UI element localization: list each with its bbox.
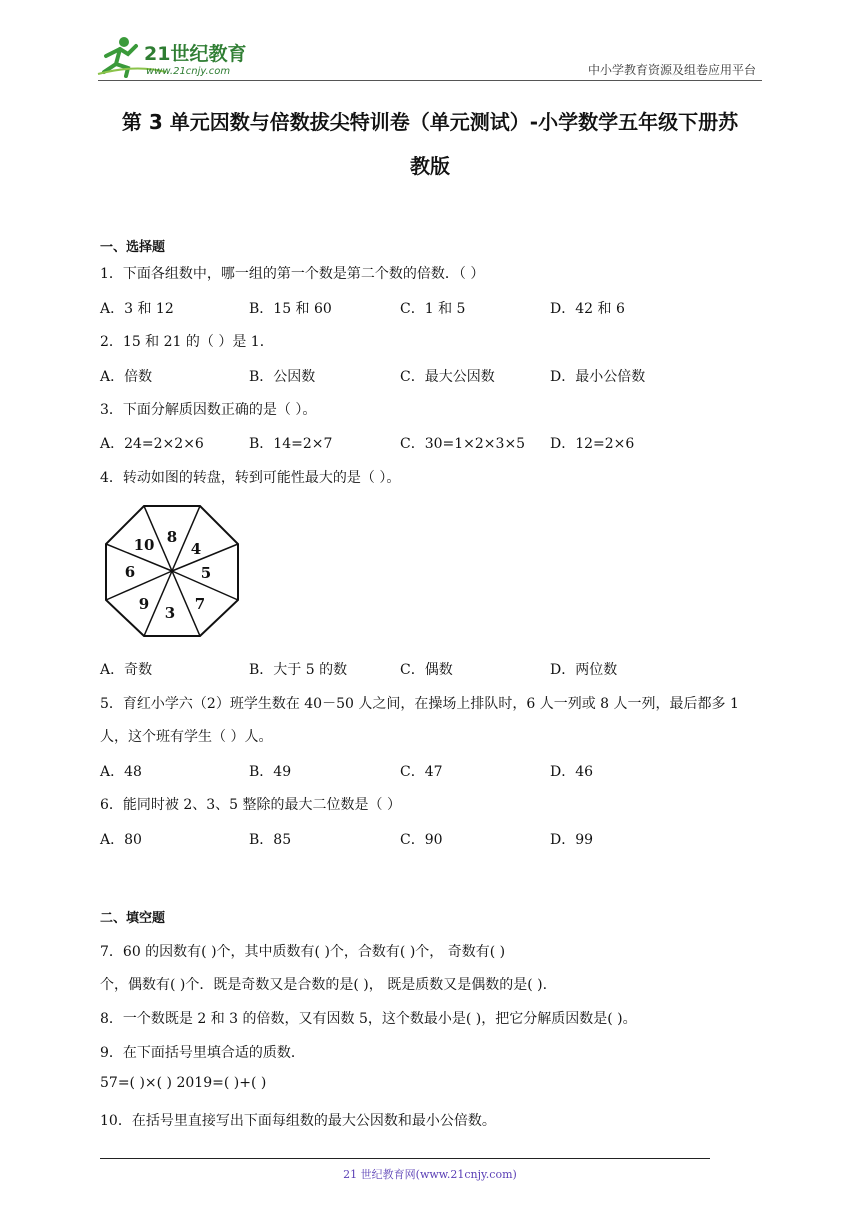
header-divider [98, 80, 762, 81]
question-3: 3．下面分解质因数正确的是（ ）。 [100, 402, 317, 418]
q4-option-c: C．偶数 [400, 662, 453, 678]
question-9-equations: 57=( )×( ) 2019=( )+( ) [100, 1075, 267, 1091]
q3-option-a: A．24=2×2×6 [100, 436, 204, 452]
q2-option-d: D．最小公倍数 [550, 369, 646, 385]
question-6: 6．能同时被 2、3、5 整除的最大二位数是（ ） [100, 797, 401, 813]
section-heading-choice: 一、选择题 [100, 240, 166, 255]
question-5-line2: 人，这个班有学生（ ）人。 [100, 729, 273, 745]
logo-text: 21世纪教育 [144, 43, 247, 65]
site-logo [96, 34, 256, 78]
q3-option-b: B．14=2×7 [249, 436, 333, 452]
section-heading-fill: 二、填空题 [100, 911, 166, 926]
q1-option-c: C．1 和 5 [400, 301, 466, 317]
question-4: 4．转动如图的转盘，转到可能性最大的是（ ）。 [100, 470, 401, 486]
question-10: 10．在括号里直接写出下面每组数的最大公因数和最小公倍数。 [100, 1113, 496, 1129]
q3-option-c: C．30=1×2×3×5 [400, 436, 526, 452]
q3-option-d: D．12=2×6 [550, 436, 635, 452]
q4-option-a: A．奇数 [100, 662, 153, 678]
q5-option-a: A．48 [100, 764, 142, 780]
question-1: 1．下面各组数中，哪一组的第一个数是第二个数的倍数．（ ） [100, 266, 485, 282]
q5-option-c: C．47 [400, 764, 443, 780]
question-8: 8．一个数既是 2 和 3 的倍数，又有因数 5，这个数最小是( )，把它分解质因数是( )。 [100, 1011, 637, 1027]
wheel-number: 9 [138, 595, 150, 613]
q2-option-c: C．最大公因数 [400, 369, 495, 385]
q1-option-d: D．42 和 6 [550, 301, 625, 317]
question-2: 2．15 和 21 的（ ）是 1． [100, 334, 274, 350]
q4-option-b: B．大于 5 的数 [249, 662, 348, 678]
q6-option-a: A．80 [100, 832, 142, 848]
logo-url: www.21cnjy.com [146, 66, 231, 77]
q2-option-b: B．公因数 [249, 369, 316, 385]
q5-option-b: B．49 [249, 764, 292, 780]
q1-option-a: A．3 和 12 [100, 301, 174, 317]
q4-option-d: D．两位数 [550, 662, 618, 678]
q1-option-b: B．15 和 60 [249, 301, 332, 317]
question-7-line1: 7．60 的因数有( )个，其中质数有( )个，合数有( )个， 奇数有( ) [100, 944, 506, 960]
q6-option-b: B．85 [249, 832, 292, 848]
q2-option-a: A．倍数 [100, 369, 153, 385]
q6-option-c: C．90 [400, 832, 443, 848]
footer-site-link[interactable]: 21 世纪教育网(www.21cnjy.com) [343, 1168, 517, 1181]
question-5-line1: 5．育红小学六（2）班学生数在 40－50 人之间，在操场上排队时，6 人一列或 8 人一列，最后都多 1 [100, 696, 739, 712]
question-9: 9．在下面括号里填合适的质数． [100, 1045, 305, 1061]
wheel-number: 8 [166, 528, 178, 546]
wheel-number: 5 [200, 564, 212, 582]
wheel-number: 7 [194, 595, 206, 613]
site-tagline: 中小学教育资源及组卷应用平台 [587, 63, 756, 77]
spinner-wheel-figure [104, 504, 240, 638]
wheel-number: 6 [124, 563, 136, 581]
wheel-number: 4 [190, 540, 202, 558]
q6-option-d: D．99 [550, 832, 594, 848]
page-title-line1: 第 3 单元因数与倍数拔尖特训卷（单元测试）-小学数学五年级下册苏 [121, 110, 739, 134]
footer-divider [100, 1158, 710, 1159]
question-7-line2: 个，偶数有( )个．既是奇数又是合数的是( )， 既是质数又是偶数的是( ). [100, 977, 548, 993]
q5-option-d: D．46 [550, 764, 594, 780]
wheel-number: 3 [164, 604, 176, 622]
page-title-line2: 教版 [410, 154, 450, 178]
wheel-number: 10 [133, 536, 155, 554]
